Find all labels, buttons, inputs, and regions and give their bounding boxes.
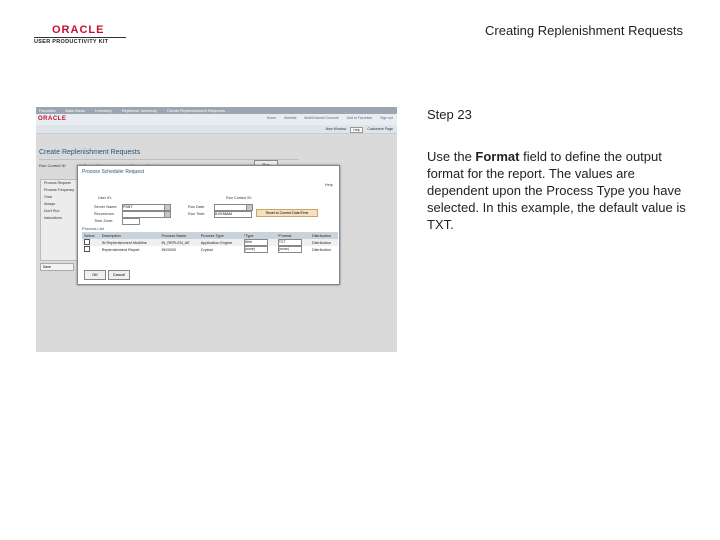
nav-help[interactable]: Help — [350, 127, 363, 133]
table-header-row — [82, 232, 338, 239]
select-checkbox[interactable] — [84, 239, 90, 245]
server-dropdown-icon[interactable] — [164, 204, 171, 211]
nav-links — [326, 127, 393, 133]
step-label: Step 23 — [427, 107, 472, 122]
col-process-name: Process Name — [160, 232, 199, 239]
table-row — [82, 239, 338, 246]
dialog-title: Process Scheduler Request — [82, 169, 144, 175]
row-description: Replenishment Report — [101, 247, 140, 252]
server-name-label: Server Name: — [94, 205, 118, 209]
top-link-signout[interactable]: Sign out — [380, 116, 393, 120]
top-link-home[interactable]: Home — [266, 116, 277, 120]
page-title: Creating Replenishment Requests — [485, 23, 683, 38]
nav-new-window[interactable]: New Window — [325, 127, 347, 131]
recurrence-dropdown-icon[interactable] — [164, 211, 171, 218]
screenshot-oracle-logo: ORACLE — [38, 116, 67, 122]
oracle-upk-logo — [34, 24, 126, 45]
top-link-console[interactable]: MultiChannel Console — [304, 116, 339, 120]
col-type: *Type — [242, 232, 276, 239]
select-checkbox[interactable] — [84, 246, 90, 252]
col-format: *Format — [276, 232, 310, 239]
logo-tagline: USER PRODUCTIVITY KIT — [34, 39, 109, 45]
format-select[interactable]: (none) — [278, 246, 302, 253]
menu-create-requests[interactable]: Create Replenishment Requests — [167, 108, 225, 113]
left-item-once[interactable]: Once — [44, 195, 53, 199]
run-time-field[interactable]: 8:29:56AM — [214, 211, 252, 218]
run-time-label: Run Time: — [188, 212, 206, 216]
col-distribution: Distribution — [310, 232, 338, 239]
top-link-worklist[interactable]: Worklist — [284, 116, 297, 120]
oracle-logo-text: ORACLE — [52, 24, 105, 36]
dialog-help-link[interactable]: Help — [324, 182, 333, 187]
screenshot-page-title: Create Replenishment Requests — [39, 149, 141, 156]
process-list-table — [82, 232, 338, 253]
menu-replenish[interactable]: Replenish Inventory — [121, 108, 158, 113]
recurrence-label: Recurrence: — [94, 212, 115, 216]
left-item-always[interactable]: Always — [44, 202, 56, 206]
instruction-after: field to define the output format for the report. The values are dependent upon the Process Type you have selected. In this example, the default value is TXT. — [427, 149, 686, 232]
screenshot-menubar — [36, 107, 397, 114]
server-name-select[interactable]: PSNT — [122, 204, 166, 211]
reset-datetime-button[interactable]: Reset to Current Date/Time — [256, 209, 318, 217]
format-select[interactable]: TXT — [278, 239, 302, 246]
recurrence-select[interactable] — [122, 211, 166, 218]
screenshot-nav-row — [36, 125, 397, 134]
screenshot-brand-row — [36, 114, 397, 125]
menu-favorites[interactable]: Favorites — [39, 108, 56, 113]
instruction-bold: Format — [475, 149, 520, 164]
run-control-label: Run Control ID: — [226, 196, 253, 200]
type-select[interactable]: (none) — [244, 246, 268, 253]
type-select[interactable]: Web — [244, 239, 268, 246]
run-date-field[interactable] — [214, 204, 248, 211]
screenshot-top-links — [267, 116, 393, 120]
process-list-label: Process List — [82, 226, 104, 231]
instruction-text — [427, 148, 689, 233]
calendar-icon[interactable] — [246, 204, 253, 211]
top-link-favorites[interactable]: Add to Favorites — [346, 116, 373, 120]
time-zone-field[interactable] — [122, 218, 140, 225]
run-date-label: Run Date: — [188, 205, 206, 209]
table-row — [82, 246, 338, 253]
cancel-button[interactable]: Cancel — [108, 270, 130, 280]
run-control-id: Run Control ID — [39, 163, 66, 168]
row-process-type: Application Engine — [199, 239, 242, 246]
instruction-before: Use the — [427, 149, 476, 164]
application-screenshot — [36, 107, 397, 352]
left-item-frequency: Process Frequency — [44, 188, 75, 192]
row-description: IN Replenishment Multiline — [100, 239, 160, 246]
left-item-instructions: Instructions — [44, 216, 62, 220]
col-process-type: Process Type — [199, 232, 242, 239]
distribution-link[interactable]: Distribution — [310, 239, 338, 246]
process-request-panel — [40, 179, 82, 261]
left-item-dont-run[interactable]: Don't Run — [44, 209, 60, 213]
user-id-label: User ID: — [98, 196, 112, 200]
left-item-process-request: Process Request — [44, 181, 71, 185]
menu-main[interactable]: Main Menu — [65, 108, 86, 113]
row-process-name: INS0200 — [161, 247, 177, 252]
nav-customize[interactable]: Customize Page — [367, 127, 393, 131]
menu-inventory[interactable]: Inventory — [95, 108, 112, 113]
time-zone-label: Time Zone: — [94, 219, 114, 223]
col-description: Description — [100, 232, 160, 239]
col-select: Select — [82, 232, 100, 239]
row-process-name: IN_REPLEN_AE — [160, 239, 199, 246]
process-scheduler-dialog — [77, 165, 340, 285]
ok-button[interactable]: OK — [84, 270, 106, 280]
save-button[interactable]: Save — [40, 263, 74, 271]
row-process-type: Crystal — [200, 247, 213, 252]
logo-divider — [34, 37, 126, 38]
distribution-link[interactable]: Distribution — [311, 247, 331, 252]
